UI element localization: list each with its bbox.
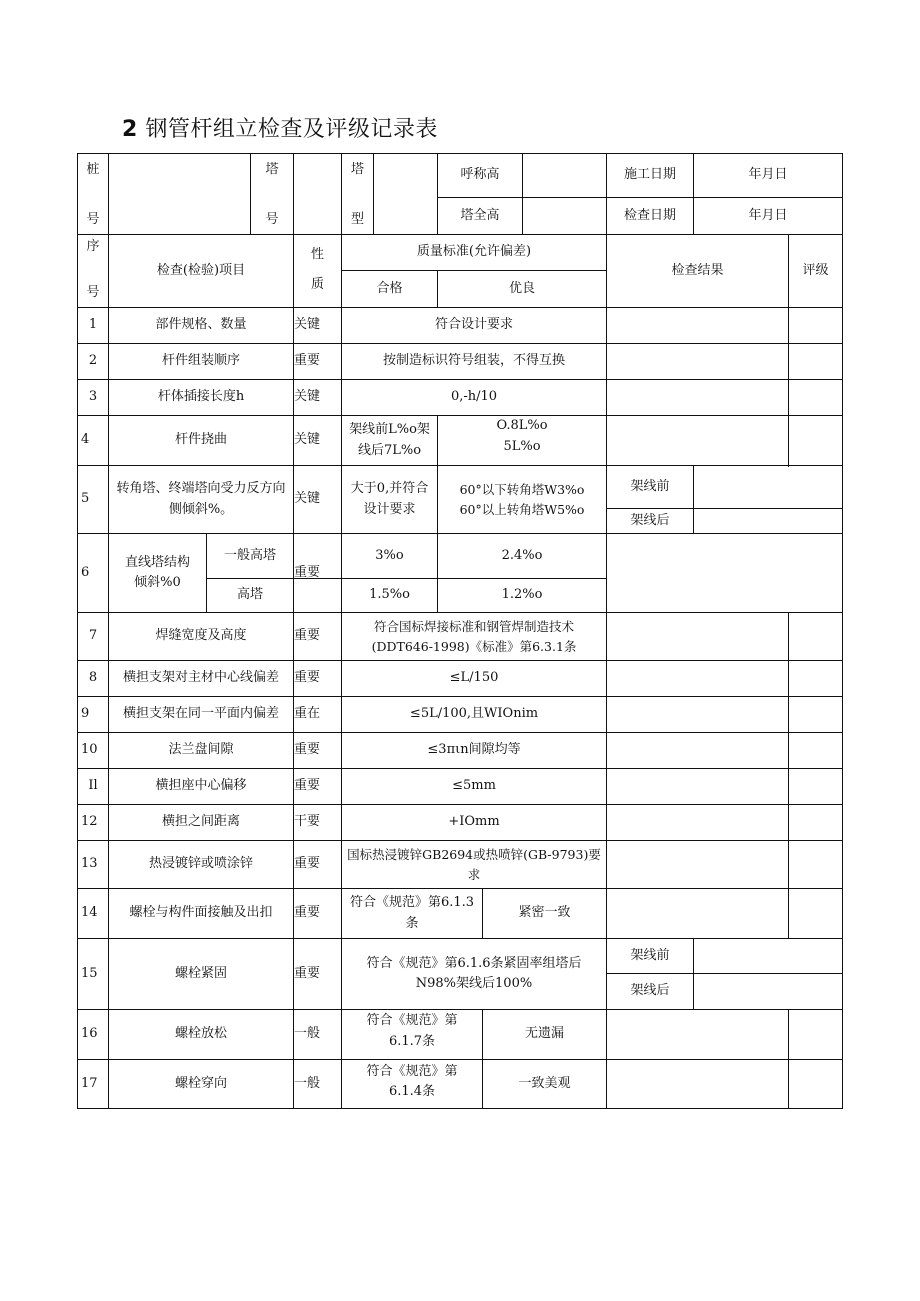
row-10-no: 10 xyxy=(81,742,98,758)
col-hege: 合格 xyxy=(376,280,403,296)
page-title: 2 钢管杆组立检查及评级记录表 xyxy=(122,117,438,142)
row-11-nature: 重要 xyxy=(294,778,321,794)
row-17-hege: 符合《规范》第 6.1.4条 xyxy=(366,1063,458,1099)
col-result: 检查结果 xyxy=(671,262,724,278)
row-6-you-b: 1.2%o xyxy=(501,587,543,603)
row-16-no: 16 xyxy=(81,1026,98,1042)
row-7-standard: 符合国标焊接标准和钢管焊制造技术 (DDT646-1998)《标准》第6.3.1条 xyxy=(371,619,577,654)
row-16-item: 螺栓放松 xyxy=(174,1026,227,1042)
row-1-standard: 符合设计要求 xyxy=(434,317,513,333)
row-11-standard: ≤5mm xyxy=(452,778,496,794)
ta-type-label-2: 型 xyxy=(350,211,364,227)
row-9-item: 横担支架在同一平面内偏差 xyxy=(122,706,279,722)
row-2-item: 杆件组装顺序 xyxy=(161,353,240,369)
row-16-hege: 符合《规范》第 6.1.7条 xyxy=(366,1013,458,1049)
row-6-hege-b: 1.5%o xyxy=(369,587,410,603)
row-7-nature: 重要 xyxy=(294,628,321,644)
row-13-no: 13 xyxy=(81,856,98,872)
row-8-nature: 重要 xyxy=(294,670,321,686)
row-5-nature: 关键 xyxy=(294,491,321,507)
row-17-youliang: 一致美观 xyxy=(518,1075,571,1091)
row-15-nature: 重要 xyxy=(294,965,321,981)
row-6-sub-a: 一般高塔 xyxy=(223,547,276,563)
ta-type-value[interactable] xyxy=(374,154,437,234)
ta-quan-gao-value[interactable] xyxy=(523,198,606,234)
col-xu: 序 xyxy=(86,239,100,254)
row-15-item: 螺栓紧固 xyxy=(174,965,227,981)
row-14-nature: 重要 xyxy=(294,905,321,921)
row-15-no: 15 xyxy=(81,965,98,981)
row-10-item: 法兰盘间隙 xyxy=(168,742,234,758)
row-5-before-label: 架线前 xyxy=(630,478,670,494)
col-youliang: 优良 xyxy=(508,280,535,296)
row-7-no: 7 xyxy=(88,628,98,644)
row-4-youliang: O.8L%o 5L%o xyxy=(496,418,548,454)
row-17-item: 螺栓穿向 xyxy=(174,1075,227,1091)
row-9-standard: ≤5L/100,且WIOnim xyxy=(409,706,539,722)
row-16-youliang: 无遗漏 xyxy=(524,1026,564,1042)
row-2-standard: 按制造标识符号组装，不得互换 xyxy=(382,353,565,369)
ta-quan-gao-label: 塔全高 xyxy=(460,207,500,223)
row-14-youliang: 紧密一致 xyxy=(518,905,571,921)
row-3-standard: 0,-h/10 xyxy=(450,389,498,405)
zhuang-hao-value[interactable] xyxy=(109,154,250,234)
hucheng-gao-label: 呼称高 xyxy=(460,167,500,183)
row-8-no: 8 xyxy=(88,670,98,686)
shigong-riqi-label: 施工日期 xyxy=(623,167,676,183)
shigong-riqi-value[interactable]: 年月日 xyxy=(748,167,788,183)
row-6-nature: 重要 xyxy=(294,564,321,580)
row-16-nature: 一般 xyxy=(294,1026,321,1042)
row-5-no: 5 xyxy=(81,491,90,507)
row-14-item: 螺栓与构件面接触及出扣 xyxy=(129,905,273,921)
row-5-youliang: 60°以下转角塔W3%o 60°以上转角塔W5%o xyxy=(459,482,585,517)
row-9-nature: 重在 xyxy=(294,706,321,722)
col-rating: 评级 xyxy=(802,262,829,278)
ta-label: 塔 xyxy=(265,162,279,177)
row-12-standard: +IOmm xyxy=(448,814,500,830)
row-7-item: 焊缝宽度及高度 xyxy=(155,628,247,644)
zhuang-label: 桩 xyxy=(86,162,100,177)
row-2-nature: 重要 xyxy=(294,353,321,369)
row-12-nature: 干要 xyxy=(294,814,321,830)
row-13-item: 热浸镀锌或喷涂锌 xyxy=(148,856,253,872)
row-5-after-label: 架线后 xyxy=(630,512,670,528)
col-nature-2: 质 xyxy=(310,276,324,292)
hucheng-gao-value[interactable] xyxy=(523,154,606,197)
row-17-nature: 一般 xyxy=(294,1075,321,1091)
row-4-item: 杆件挠曲 xyxy=(174,432,227,448)
row-9-no: 9 xyxy=(81,706,90,722)
row-4-nature: 关键 xyxy=(294,432,321,448)
hao-label: 号 xyxy=(86,211,100,227)
row-8-item: 横担支架对主材中心线偏差 xyxy=(122,670,279,686)
col-nature-1: 性 xyxy=(310,246,324,262)
row-12-item: 横担之间距离 xyxy=(161,814,240,830)
jiancha-riqi-value[interactable]: 年月日 xyxy=(748,207,788,223)
row-6-you-a: 2.4%o xyxy=(501,547,543,563)
ta-hao-label: 号 xyxy=(265,211,279,227)
row-1-nature: 关键 xyxy=(294,317,321,333)
row-6-item: 直线塔结构 倾斜%0 xyxy=(124,554,190,590)
row-15-standard: 符合《规范》第6.1.6条紧固率组塔后 N98%架线后100% xyxy=(366,955,582,991)
row-13-nature: 重要 xyxy=(294,856,321,872)
row-11-no: Il xyxy=(88,778,98,794)
col-standard: 质量标准(允许偏差) xyxy=(416,244,532,260)
col-hao: 号 xyxy=(86,284,100,300)
row-6-sub-b: 高塔 xyxy=(236,587,263,603)
row-4-hege: 架线前L%o架 线后7L%o xyxy=(349,422,430,458)
row-14-no: 14 xyxy=(81,905,98,921)
row-6-no: 6 xyxy=(81,564,90,580)
row-10-nature: 重要 xyxy=(294,742,321,758)
row-2-no: 2 xyxy=(88,353,98,369)
row-4-no: 4 xyxy=(81,432,90,448)
row-11-item: 横担座中心偏移 xyxy=(155,778,247,794)
row-6-hege-a: 3%o xyxy=(375,547,404,563)
jiancha-riqi-label: 检查日期 xyxy=(623,207,676,223)
ta-type-label-1: 塔 xyxy=(350,162,364,177)
row-15-before-label: 架线前 xyxy=(630,947,670,963)
row-3-no: 3 xyxy=(88,389,98,405)
row-5-item: 转角塔、终端塔向受力反方向 侧倾斜%。 xyxy=(116,481,286,517)
row-14-hege: 符合《规范》第6.1.3 条 xyxy=(349,895,475,931)
row-13-standard: 国标热浸镀锌GB2694或热喷锌(GB-9793)要 求 xyxy=(347,847,601,882)
row-8-standard: ≤L/150 xyxy=(449,670,499,686)
row-3-nature: 关键 xyxy=(294,389,321,405)
ta-hao-value[interactable] xyxy=(294,154,341,234)
row-10-standard: ≤3πιn间隙均等 xyxy=(427,742,521,758)
row-1-no: 1 xyxy=(88,317,98,333)
row-17-no: 17 xyxy=(81,1075,98,1091)
col-item: 检查(检验)项目 xyxy=(156,262,246,278)
row-12-no: 12 xyxy=(81,814,98,830)
row-1-item: 部件规格、数量 xyxy=(155,317,247,333)
row-3-item: 杆体插接长度h xyxy=(157,389,245,405)
row-5-hege: 大于0,并符合 设计要求 xyxy=(350,481,429,517)
row-15-after-label: 架线后 xyxy=(630,983,670,999)
